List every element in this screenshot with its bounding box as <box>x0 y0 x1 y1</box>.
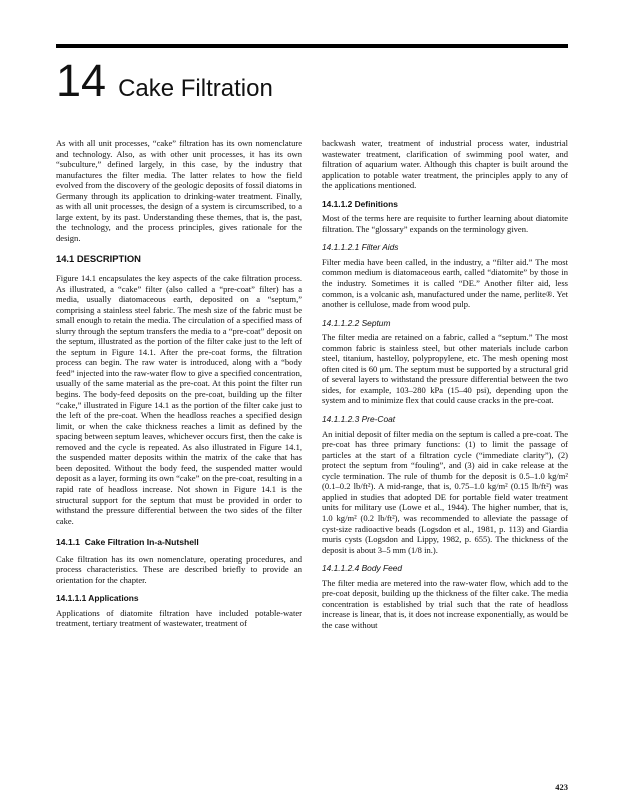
section-heading-14-1-1 <box>56 537 302 548</box>
section-heading-14-1: 14.1 DESCRIPTION <box>56 253 141 265</box>
left-column <box>56 138 302 629</box>
chapter-top-rule <box>56 44 568 48</box>
filter-aids-paragraph: Filter media have been called, in the industry, a “filter aid.” The most common medium is diatomaceous earth, called “diatomite” by those in the industry. Sometimes it is called “DE.” Another filter aid, less common, is a volcanic ash, manufactured under the name, perlite®. Yet another is cellulose, made from wood pulp. <box>322 256 568 310</box>
section-heading-filter-aids: 14.1.1.2.1 Filter Aids <box>322 242 399 253</box>
description-paragraph: Figure 14.1 encapsulates the key aspects of the cake filtration process. As illustrated, a “cake” filter (also called a “pre-coat” filter) has a media, usually diatomaceous earth, deposited on a “septum,” comprising a stainless steel fabric. The mesh size of the fabric must be small enough to retain the media. The circulation of a specified mass of slurry through the septum transfers the media to a “pre-coat” deposit on the septum, illustrated as the portion of the filter cake just to the left of the septum in Figure 14.1. After the pre-coat forms, the filtration process can begin. The raw water is introduced, along with a “body feed” injected into the raw-water flow to give a specified concentration, usually of the same material as the pre-coat. At this point the filter run begins. The body-feed deposits on the pre-coat, building up the filter “cake,” illustrated in Figure 14.1 as the portion of the filter cake just to the left of the pre-coat. When the headloss reaches a specified design limit, or when the cake thickness reaches a limit as defined by the spacing between septum leaves, whichever occurs first, then the cake is removed and the cycle is repeated. As also illustrated in Figure 14.1, the suspended matter deposits within the matrix of the cake that has been deposited. Without the body feed, the suspended matter would deposit as a layer, forming its own “cake” on the pre-coat, resulting in a rapid rate of headloss increase. Not shown in Figure 14.1 is the structural support for the septum that must be provided in order to withstand the pressure differential between the two sides of the filter cake. <box>56 273 302 526</box>
page-number: 423 <box>555 782 568 792</box>
chapter-number: 14 <box>56 55 107 106</box>
intro-paragraph: As with all unit processes, “cake” filtration has its own nomenclature and technology. Also, as with other unit processes, it has its own “subculture,” defined largely, in this case, by the industry that manufactures the filter media. The latter relates to how the field evolved from the discovery of the geologic deposits of fossil diatoms in Germany through its application to drinking-water treatment. Finally, as with all unit processes, the design of a system is circumscribed, to a large extent, by its past. Understanding these themes, that is, the past, the technology, and the process principles, gives rationale for the design. <box>56 138 302 243</box>
section-heading-definitions: 14.1.1.2 Definitions <box>322 198 398 209</box>
pre-coat-paragraph: An initial deposit of filter media on the septum is called a pre-coat. The pre-coat has three primary functions: (1) to limit the passage of particles at the start of a filtration cycle (“immediate clarity”), (2) protect the septum from “fouling”, and (3) aid in cake release at the cycle termination. The rule of thumb for the deposit is 0.5–1.0 kg/m² (0.1–0.2 lb/ft²). A mid-range, that is, 0.75–1.0 kg/m² (0.15 lb/ft²) was applied in studies that adopted DE for portable field water treatment units for military use (Lowe et al., 1944). The higher number, that is, 1.0 kg/m² (0.2 lb/ft²), was recommended to alleviate the passage of cyst-size radioactive beads (Logsdon et al., 1981, p. 113) and Giardia muris cysts (Logsdon and Lippy, 1982, p. 655). The thickness of the deposit is about 3–5 mm (1/8 in.). <box>322 428 568 555</box>
chapter-title: Cake Filtration <box>118 75 273 102</box>
section-number: 14.1.1 <box>56 537 80 548</box>
section-heading-septum: 14.1.1.2.2 Septum <box>322 317 391 328</box>
section-heading-body-feed: 14.1.1.2.4 Body Feed <box>322 563 403 574</box>
section-title: Cake Filtration In-a-Nutshell <box>84 537 199 548</box>
continued-paragraph: backwash water, treatment of industrial process water, industrial wastewater treatment, clarification of swimming pool water, and filtration of aquarium water. Although this chapter is built around the application to potable water treatment, the principles apply to any of the applications mentioned. <box>322 138 568 191</box>
septum-paragraph: The filter media are retained on a fabric, called a “septum.” The most common fabric is stainless steel, but other materials include carbon steel, titanium, hastelloy, polypropylene, etc. The mesh opening most often cited is 60 μm. The septum must be supported by a structural grid of several layers to withstand the pressure differential between the two sides, for example, 103–280 kPa (15–40 psi), depending upon the system and to minimize flex that could cause cracks in the pre-coat. <box>322 332 568 406</box>
section-heading-pre-coat: 14.1.1.2.3 Pre-Coat <box>322 414 396 425</box>
section-heading-applications: 14.1.1.1 Applications <box>56 593 139 604</box>
body-feed-paragraph: The filter media are metered into the raw-water flow, which add to the pre-coat deposit, building up the thickness of the filter cake. The media concentration is established by trial such that the rate of headloss increase is linear, that is, it does not increase exponentially, as would be the case without <box>322 577 568 630</box>
nutshell-paragraph: Cake filtration has its own nomenclature, operating procedures, and process characteristics. These are described briefly to provide an orientation for the chapter. <box>56 553 302 585</box>
applications-paragraph: Applications of diatomite filtration have included potable-water treatment, tertiary treatment of wastewater, treatment of <box>56 607 302 629</box>
definitions-paragraph: Most of the terms here are requisite to further learning about diatomite filtration. The “glossary” expands on the terminology given. <box>322 213 568 234</box>
chapter-heading <box>56 55 273 106</box>
right-column <box>322 138 568 630</box>
